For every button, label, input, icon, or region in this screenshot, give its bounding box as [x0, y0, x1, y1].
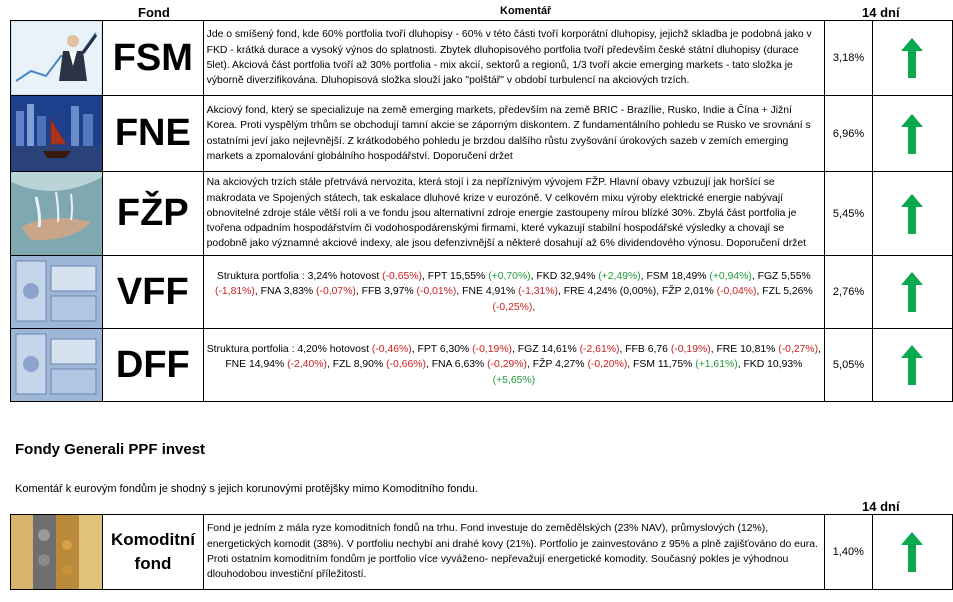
structure-text: , FNE 4,91%	[456, 286, 519, 298]
structure-change: (-0,27%)	[778, 344, 819, 356]
structure-change: (-1,31%)	[518, 286, 559, 298]
structure-change: (-2,61%)	[579, 344, 620, 356]
fund-pct-fzp: 5,45%	[825, 172, 873, 256]
header-14-days-komod: 14 dní	[862, 499, 900, 514]
fund-pct-fne: 6,96%	[825, 96, 873, 172]
structure-text: , FFB 6,76	[619, 344, 671, 356]
structure-text: , FŽP 4,27%	[526, 359, 588, 371]
komod-code-line1: Komoditní	[110, 530, 195, 549]
section-title: Fondy Generali PPF invest	[15, 441, 206, 458]
structure-text: , FZL 8,90%	[326, 359, 387, 371]
header-fond: Fond	[138, 5, 170, 20]
fund-pct-fsm: 3,18%	[825, 21, 873, 96]
fund-pct-komod: 1,40%	[824, 515, 872, 590]
structure-change: (-1,81%)	[214, 286, 255, 298]
structure-change: (-0,29%)	[487, 359, 527, 371]
structure-text: , FFB 3,97%	[355, 286, 417, 298]
up-arrow-icon	[872, 172, 952, 256]
fund-row-fsm	[11, 21, 953, 96]
header-komentar: Komentář	[500, 5, 552, 17]
dff-image	[11, 329, 103, 402]
up-arrow-icon	[872, 329, 952, 402]
structure-change: (+0,94%)	[709, 271, 752, 283]
structure-change: (+1,61%)	[695, 359, 738, 371]
fund-code-fzp: FŽP	[103, 172, 204, 256]
structure-change: (-0,07%)	[316, 286, 356, 298]
structure-text: , FGZ 14,61%	[512, 344, 580, 356]
hands-water-image	[11, 172, 102, 255]
structure-change: (+5,65%)	[492, 374, 536, 386]
fund-code-komod	[103, 515, 204, 590]
fund-code-fsm: FSM	[103, 21, 204, 96]
structure-change: (-0,46%)	[371, 344, 412, 356]
structure-text: ,	[532, 301, 536, 313]
header-14-days: 14 dní	[862, 5, 900, 20]
structure-text: , FPT 6,30%	[411, 344, 473, 356]
fund-comment-fsm: Jde o smíšený fond, kde 60% portfolia tvoří dluhopisy - 60% v této části tvoří korporátní dluhopisy, jejichž skladba je podobná jako v FKD - krátká durace a vysoký výnos do splatnosti. Zbytek dluhopisového portfolia tvoří především české státní dluhopisy (durace 5let). Akciová část portfolia tvoří až 30% portfolia - mix akcií, sektorů a regionů, 1/3 tvoří akcie emerging markets - tato složka je výborně diverzifikována. Dluhopisová složka slouží jako "polštář" v období turbulencí na akciových trzích.	[203, 21, 824, 96]
fund-row-dff	[11, 329, 953, 402]
structure-text: , FRE 4,24% (0,00%), FŽP 2,01%	[558, 286, 717, 298]
commodities-image	[11, 515, 102, 589]
structure-text: , FSM 18,49%	[640, 271, 710, 283]
structure-change: (-0,65%)	[382, 271, 422, 283]
banknotes-image	[11, 329, 102, 401]
structure-text: , FNA 3,83%	[254, 286, 317, 298]
fund-pct-vff: 2,76%	[825, 256, 873, 329]
fund-row-komod	[11, 515, 953, 590]
vff-image	[11, 256, 103, 329]
fund-comment-komod: Fond je jedním z mála ryze komoditních fondů na trhu. Fond investuje do zemědělských (23% NAV), průmyslových (12%), energetických komodit (38%). V portfoliu nechybí ani drahé kovy (21%). Portfolio je zainvestováno z 95% a plně zajišťováno do eura. Proti ostatním komoditním fondům je portfolio více vyváženo- nepřevažují energetické komodity. Současný pokles je výhodnou dlouhodobou investiční příležitostí.	[203, 515, 824, 590]
fund-row-fzp	[11, 172, 953, 256]
structure-text: Struktura portfolia : 4,20% hotovost	[206, 344, 372, 356]
structure-text: , FNA 6,63%	[425, 359, 488, 371]
city-harbor-image	[11, 96, 102, 171]
funds-table	[10, 20, 953, 402]
up-arrow-icon	[872, 96, 952, 172]
banknotes-image	[11, 256, 102, 328]
fne-image	[11, 96, 103, 172]
komod-code-line2: fond	[134, 554, 172, 573]
fund-row-vff	[11, 256, 953, 329]
structure-change: (-0,19%)	[670, 344, 711, 356]
fund-code-dff: DFF	[103, 329, 204, 402]
structure-text: , FGZ 5,55%	[751, 271, 811, 283]
structure-text: , FPT 15,55%	[421, 271, 489, 283]
fund-code-vff: VFF	[103, 256, 204, 329]
fund-code-fne: FNE	[103, 96, 204, 172]
fund-pct-dff: 5,05%	[825, 329, 873, 402]
fund-structure-vff	[203, 256, 824, 329]
structure-text: , FKD 10,93%	[737, 359, 803, 371]
fund-row-fne	[11, 96, 953, 172]
structure-change: (-0,01%)	[416, 286, 457, 298]
structure-change: (-0,19%)	[472, 344, 513, 356]
structure-text: , FRE 10,81%	[710, 344, 779, 356]
structure-change: (-2,40%)	[287, 359, 327, 371]
structure-change: (+0,70%)	[488, 271, 531, 283]
note-text: Komentář k eurovým fondům je shodný s jejich korunovými protějšky mimo Komoditního fondu.	[15, 483, 478, 495]
structure-change: (-0,25%)	[492, 301, 533, 313]
fund-structure-dff	[203, 329, 824, 402]
fzp-image	[11, 172, 103, 256]
structure-change: (-0,20%)	[587, 359, 628, 371]
komod-table	[10, 514, 953, 590]
structure-change: (+2,49%)	[598, 271, 641, 283]
fund-comment-fne: Akciový fond, který se specializuje na země emerging markets, především na země BRIC - Brazílie, Rusko, Indie a Čína + Jižní Korea. Proti vyspělým trhům se obchodují tamní akcie se záporným diskontem. Z fundamentálního pohledu se Rusko ve srovnání s ostatními jeví jako nejlevnější. Z krátkodobého pohledu je brzdou dalšího růstu zvyšování úrokových sazeb v zemích emerging markets a zpomalování globálního hospodářství. Doporučení držet	[203, 96, 824, 172]
fund-comment-fzp: Na akciových trzích stále přetrvává nervozita, která stojí i za nepříznivým vývojem FŽP. Hlavní obavy vzbuzují jak horšící se makrodata ve Spojených státech, tak eskalace dluhové krize v eurozóně. V celkovém mixu výroby elektrické energie nabývají obnovitelné zdroje stále větší roli a ve fondu jsou alternativní zdroje energie zastoupeny mírou blízké 30%. Zbylá část portfolia je tvořena odpadním hospodářstvím či vodohospodárenskými firmami, které vykazují stabilní hospodářské výsledky a chovají se podobně jako významné akciové indexy, ale jsou defenzivnější a některé dosahují až 6% dividendového výnosu. Doporučení držet	[203, 172, 824, 256]
komod-image	[11, 515, 103, 590]
up-arrow-icon	[872, 256, 952, 329]
structure-text: Struktura portfolia : 3,24% hotovost	[216, 271, 383, 283]
up-arrow-icon	[872, 515, 952, 590]
structure-text: , FSM 11,75%	[627, 359, 696, 371]
structure-change: (-0,04%)	[716, 286, 757, 298]
fsm-image	[11, 21, 103, 96]
structure-change: (-0,66%)	[386, 359, 426, 371]
structure-text: , FNE 14,94%	[225, 344, 821, 371]
structure-text: , FKD 32,94%	[530, 271, 599, 283]
up-arrow-icon	[872, 21, 952, 96]
structure-text: , FZL 5,26%	[756, 286, 813, 298]
businessman-chart-image	[11, 21, 102, 95]
